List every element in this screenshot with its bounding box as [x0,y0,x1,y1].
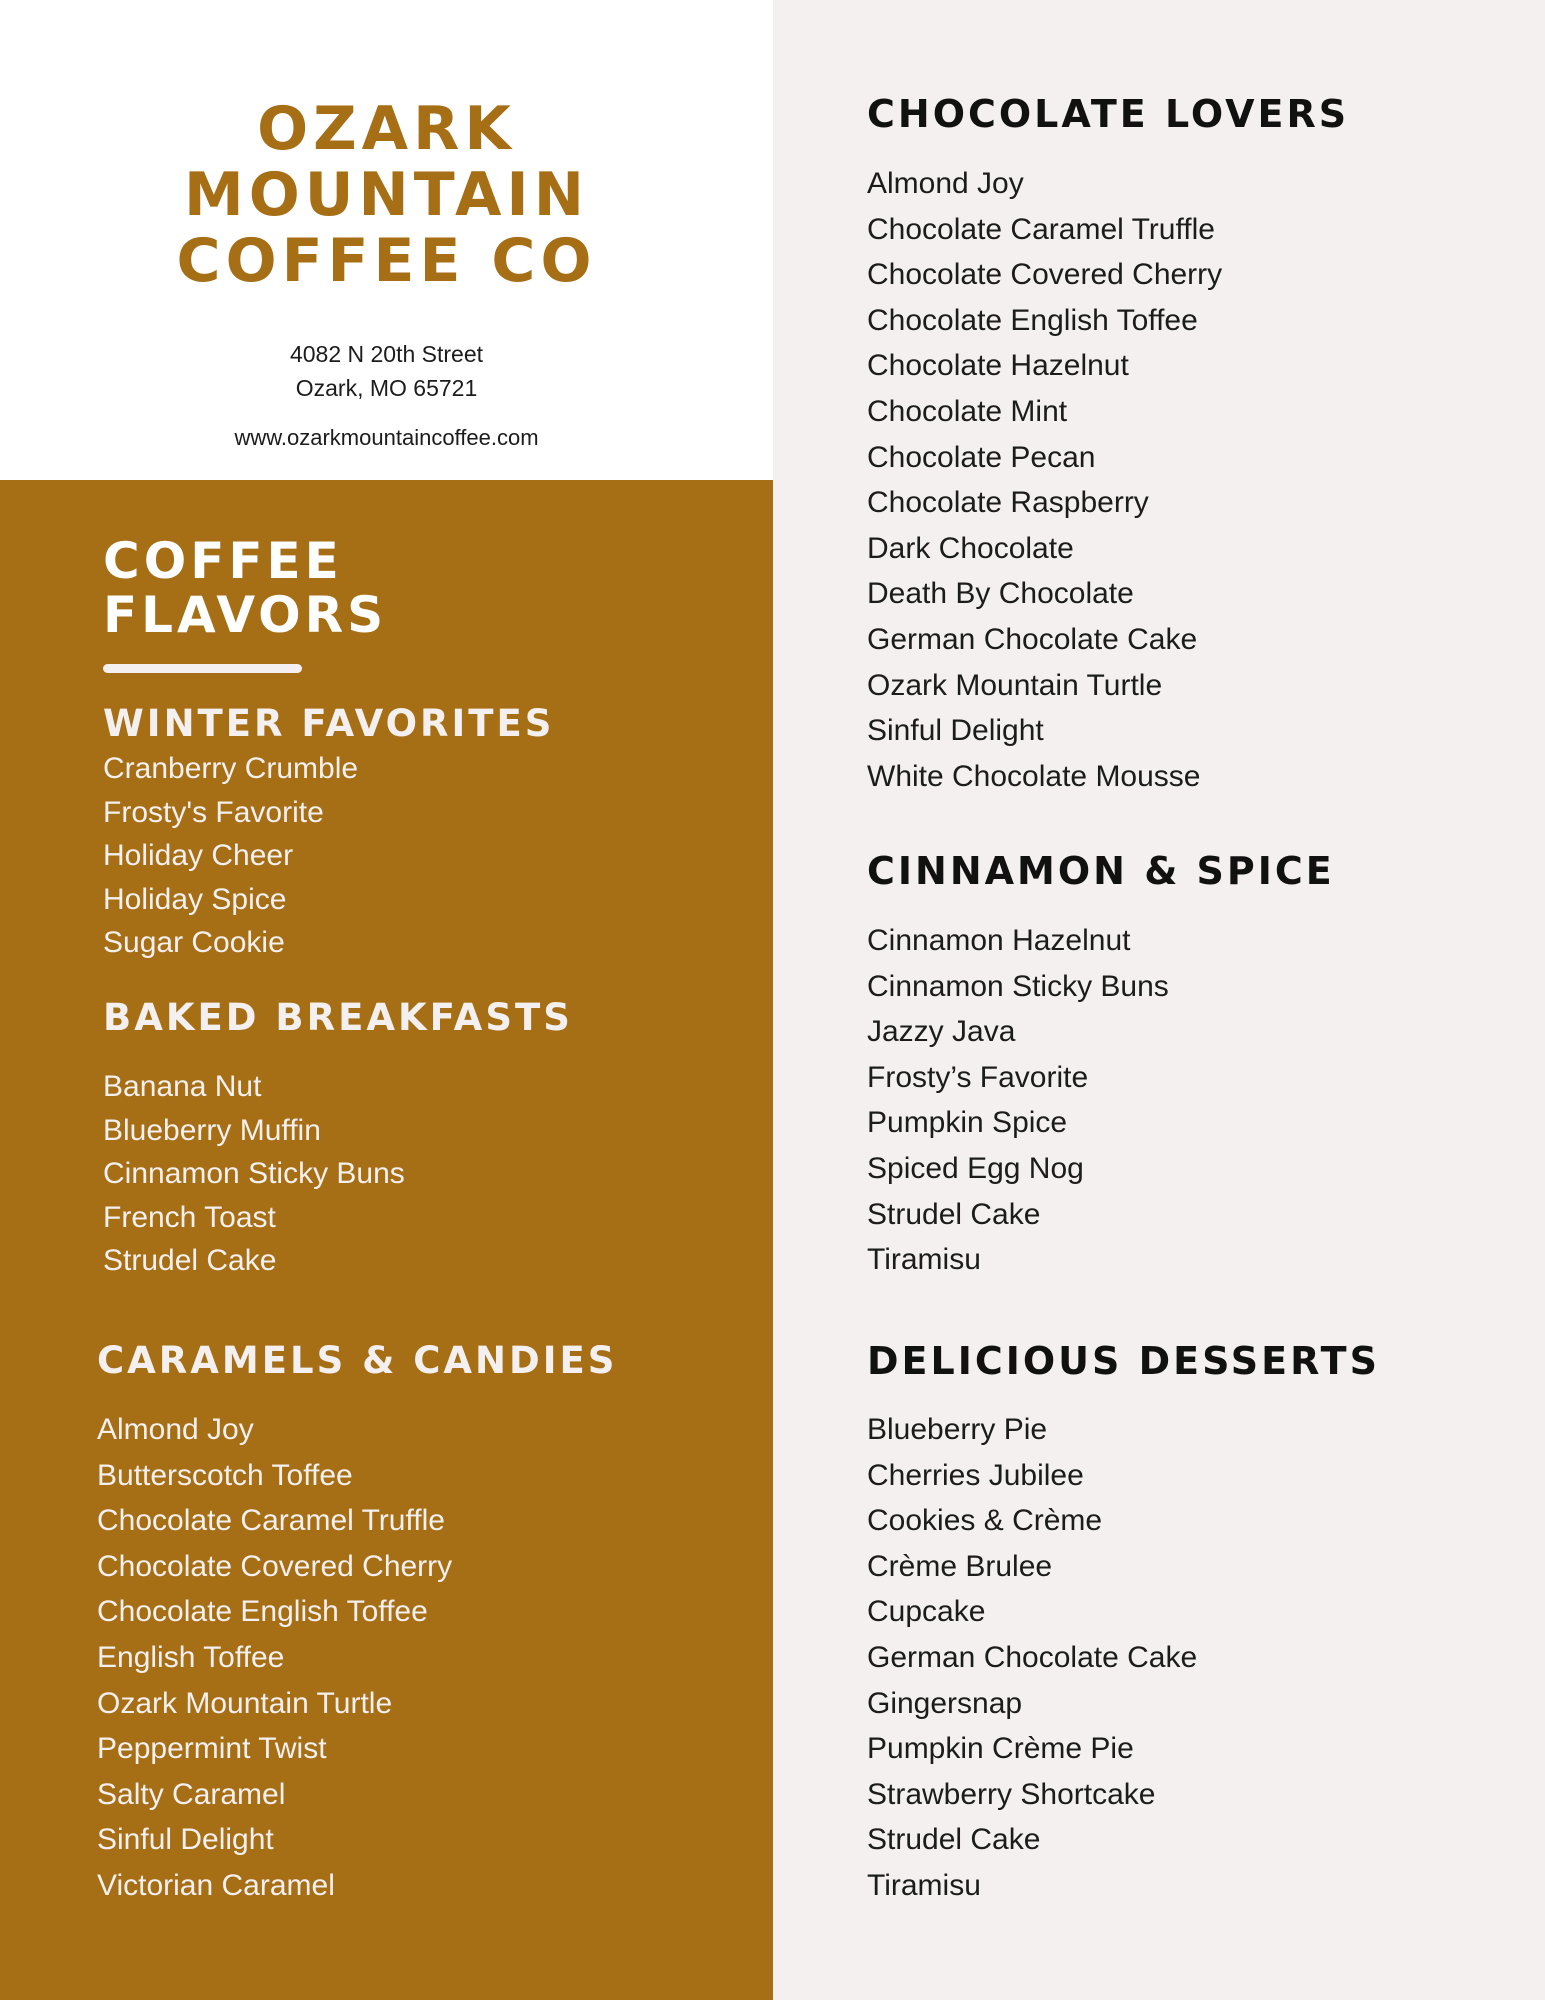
list-item: Almond Joy [97,1413,254,1446]
list-winter-favorites [103,747,358,965]
list-item: Chocolate Covered Cherry [867,258,1223,292]
list-item: Strawberry Shortcake [867,1777,1156,1811]
list-item: Frosty's Favorite [103,795,324,829]
list-item: Cinnamon Hazelnut [867,924,1131,957]
header-panel [0,0,773,480]
list-item: White Chocolate Mousse [867,759,1201,793]
brand-line: COFFEE CO [176,226,597,296]
list-item: German Chocolate Cake [867,1640,1198,1674]
list-item: Chocolate English Toffee [97,1595,428,1629]
list-item: Cranberry Crumble [103,752,359,785]
brand-line: OZARK [257,94,516,164]
list-item: Blueberry Muffin [103,1113,321,1147]
list-item: Pumpkin Crème Pie [867,1732,1134,1766]
list-item: Holiday Cheer [103,839,294,873]
list-item: Chocolate Raspberry [867,486,1149,520]
address [0,337,773,405]
list-item: Almond Joy [867,167,1024,200]
list-item: Gingersnap [867,1686,1023,1720]
list-item: Chocolate English Toffee [867,303,1198,337]
list-item: Death By Chocolate [867,577,1134,611]
list-item: Chocolate Hazelnut [867,349,1129,383]
list-item: Strudel Cake [867,1823,1041,1857]
website-link[interactable]: www.ozarkmountaincoffee.com [234,425,539,450]
list-item: Peppermint Twist [97,1732,327,1766]
list-item: Victorian Caramel [97,1868,335,1902]
list-item: Cinnamon Sticky Buns [867,969,1169,1003]
list-item: Ozark Mountain Turtle [97,1686,393,1720]
list-item: Strudel Cake [103,1244,277,1278]
list-item: Tiramisu [867,1243,981,1277]
list-item: Holiday Spice [103,882,287,916]
section-title-chocolate-lovers: CHOCOLATE LOVERS [867,92,1350,136]
list-item: Sinful Delight [867,714,1044,748]
list-item: Blueberry Pie [867,1413,1048,1446]
list-item: Crème Brulee [867,1549,1053,1583]
list-item: Chocolate Caramel Truffle [867,212,1215,246]
list-item: Cookies & Crème [867,1504,1103,1538]
brand-line: MOUNTAIN [184,160,589,230]
menu-title-line: COFFEE [103,532,343,590]
list-item: Cherries Jubilee [867,1458,1084,1492]
section-title-baked-breakfasts: BAKED BREAKFASTS [103,996,573,1039]
title-underline [103,664,302,673]
list-delicious-desserts [867,1407,1197,1909]
menu-title [103,534,387,642]
list-item: Salty Caramel [97,1777,286,1811]
section-title-caramels-candies: CARAMELS & CANDIES [97,1339,618,1382]
brand-name [0,96,773,294]
list-item: Chocolate Caramel Truffle [97,1504,445,1538]
section-title-winter-favorites: WINTER FAVORITES [103,702,555,745]
list-item: German Chocolate Cake [867,622,1198,656]
list-item: Cinnamon Sticky Buns [103,1157,405,1191]
address-city: Ozark, MO 65721 [295,375,478,401]
list-item: Ozark Mountain Turtle [867,668,1163,702]
list-baked-breakfasts [103,1065,405,1283]
list-item: English Toffee [97,1640,285,1674]
list-item: Cupcake [867,1595,986,1629]
address-street: 4082 N 20th Street [289,341,484,367]
list-caramels-candies [97,1407,452,1909]
list-item: Dark Chocolate [867,531,1074,565]
list-item: Jazzy Java [867,1015,1016,1049]
list-chocolate-lovers [867,161,1222,799]
list-item: Banana Nut [103,1070,262,1103]
list-item: Chocolate Mint [867,394,1068,428]
list-item: Pumpkin Spice [867,1106,1068,1140]
list-cinnamon-spice [867,918,1169,1283]
menu-title-line: FLAVORS [103,586,388,644]
list-item: Sugar Cookie [103,926,285,960]
list-item: Tiramisu [867,1868,981,1902]
list-item: Chocolate Covered Cherry [97,1549,453,1583]
list-item: Strudel Cake [867,1197,1041,1231]
list-item: French Toast [103,1200,276,1234]
list-item: Butterscotch Toffee [97,1458,353,1492]
list-item: Chocolate Pecan [867,440,1096,474]
list-item: Spiced Egg Nog [867,1151,1084,1185]
list-item: Frosty’s Favorite [867,1060,1089,1094]
section-title-delicious-desserts: DELICIOUS DESSERTS [867,1339,1380,1383]
section-title-cinnamon-spice: CINNAMON & SPICE [867,849,1335,893]
list-item: Sinful Delight [97,1823,274,1857]
